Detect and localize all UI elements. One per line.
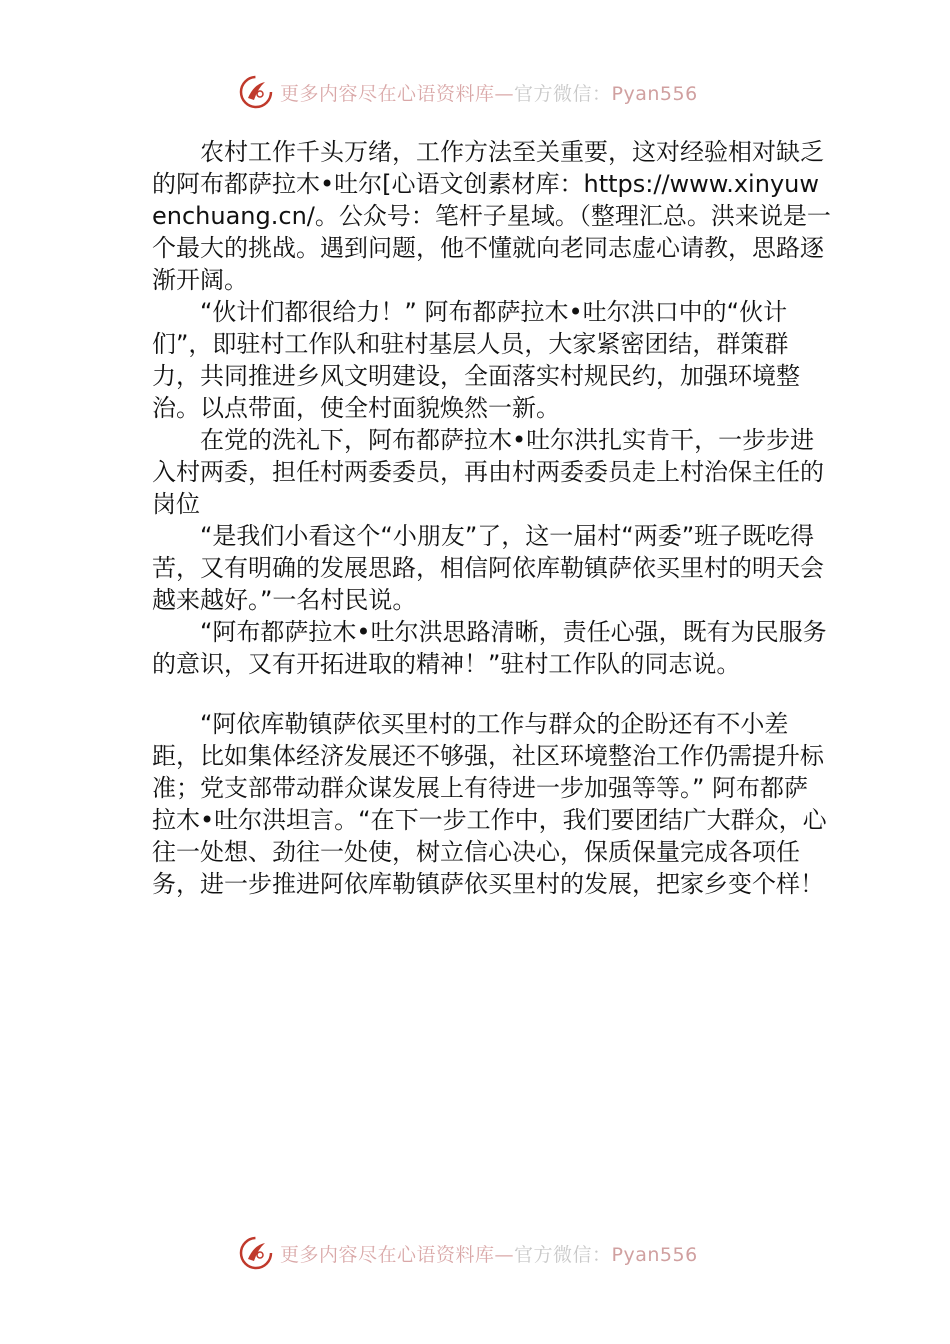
paragraph-1: 农村工作千头万绪，工作方法至关重要，这对经验相对缺乏的阿布都萨拉木•吐尔[心语文创素材库：https://www.xinyuwenchuang.cn/。公众号：笔杆子星域。（整理汇总。洪来说是一个最大的挑战。遇到问题，他不懂就向老同志虚心请教，思路逐渐开阔。	[152, 138, 831, 294]
watermark-wechat-label: 官方微信：	[514, 1243, 612, 1266]
watermark-site: 更多内容尽在心语资料库	[280, 82, 495, 105]
paragraph-6: “阿依库勒镇萨依买里村的工作与群众的企盼还有不小差距，比如集体经济发展还不够强，社区环境整治工作仍需提升标准；党支部带动群众谋发展上有待进一步加强等等。” 阿布都萨拉木•吐尔洪坦言。“在下一步工作中，我们要团结广大群众，心往一处想、劲往一处使，树立信心决心，保质保量完成各项任务，进一步推进阿依库勒镇萨依买里村的发展，把家乡变个样！	[152, 710, 827, 898]
paragraph-3: 在党的洗礼下，阿布都萨拉木•吐尔洪扎实肯干，一步步进入村两委，担任村两委委员，再由村两委委员走上村治保主任的岗位	[152, 426, 824, 518]
watermark-wechat-label: 官方微信：	[514, 82, 612, 105]
watermark-text	[280, 1240, 698, 1267]
brand-logo-icon	[238, 1235, 274, 1271]
footer-watermark	[238, 1233, 728, 1273]
watermark-wechat-id: Pyan556	[611, 1243, 698, 1266]
watermark-separator: —	[494, 1243, 515, 1266]
document-body	[152, 136, 832, 900]
brand-logo-icon	[238, 74, 274, 110]
paragraph-2: “伙计们都很给力！” 阿布都萨拉木•吐尔洪口中的“伙计们”，即驻村工作队和驻村基层人员，大家紧密团结，群策群力，共同推进乡风文明建设，全面落实村规民约，加强环境整治。以点带面，使全村面貌焕然一新。	[152, 298, 800, 422]
paragraph-4: “是我们小看这个“小朋友”了，这一届村“两委”班子既吃得苦，又有明确的发展思路，相信阿依库勒镇萨依买里村的明天会越来越好。”一名村民说。	[152, 522, 824, 614]
paragraph-5: “阿布都萨拉木•吐尔洪思路清晰，责任心强，既有为民服务的意识，又有开拓进取的精神！”驻村工作队的同志说。	[152, 618, 827, 678]
watermark-wechat-id: Pyan556	[611, 82, 698, 105]
watermark-text	[280, 79, 698, 106]
watermark-separator: —	[494, 82, 515, 105]
header-watermark	[238, 72, 728, 112]
watermark-site: 更多内容尽在心语资料库	[280, 1243, 495, 1266]
